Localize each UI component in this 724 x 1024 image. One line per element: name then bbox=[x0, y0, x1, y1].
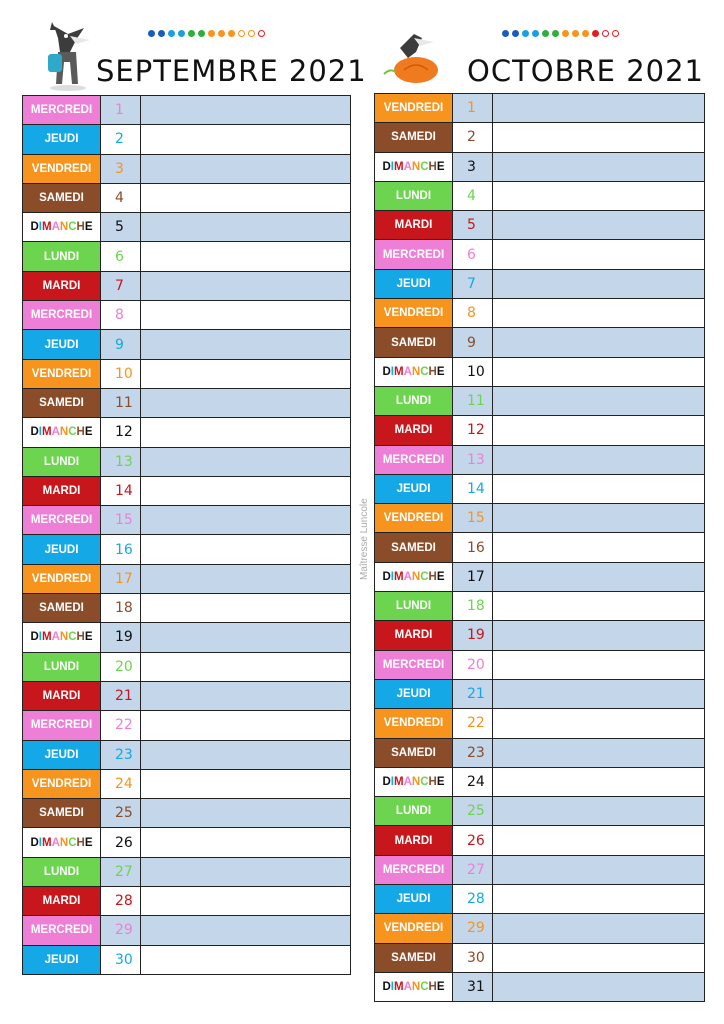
note-cell[interactable] bbox=[141, 388, 351, 417]
note-cell[interactable] bbox=[141, 301, 351, 330]
table-row bbox=[23, 271, 351, 300]
date-number: 17 bbox=[101, 564, 141, 593]
month-header bbox=[362, 0, 724, 95]
date-number: 18 bbox=[101, 594, 141, 623]
weekday-cell: JEUDI bbox=[375, 679, 453, 708]
note-cell[interactable] bbox=[141, 330, 351, 359]
weekday-cell: JEUDI bbox=[23, 945, 101, 974]
table-row bbox=[23, 447, 351, 476]
decorative-dot bbox=[612, 30, 619, 37]
date-number: 11 bbox=[101, 388, 141, 417]
weekday-cell: MARDI bbox=[375, 416, 453, 445]
date-number: 21 bbox=[101, 681, 141, 710]
note-cell[interactable] bbox=[141, 242, 351, 271]
weekday-cell: DIMANCHE bbox=[375, 562, 453, 591]
weekday-cell: JEUDI bbox=[23, 740, 101, 769]
table-row bbox=[375, 855, 705, 884]
note-cell[interactable] bbox=[141, 887, 351, 916]
note-cell[interactable] bbox=[493, 94, 705, 123]
table-row bbox=[375, 533, 705, 562]
date-number: 24 bbox=[101, 769, 141, 798]
weekday-cell: JEUDI bbox=[375, 885, 453, 914]
note-cell[interactable] bbox=[141, 213, 351, 242]
date-number: 6 bbox=[453, 240, 493, 269]
date-number: 23 bbox=[453, 738, 493, 767]
table-row bbox=[375, 269, 705, 298]
note-cell[interactable] bbox=[493, 269, 705, 298]
note-cell[interactable] bbox=[493, 885, 705, 914]
table-row bbox=[375, 679, 705, 708]
note-cell[interactable] bbox=[141, 506, 351, 535]
note-cell[interactable] bbox=[141, 623, 351, 652]
weekday-cell: VENDREDI bbox=[375, 94, 453, 123]
note-cell[interactable] bbox=[141, 447, 351, 476]
decorative-dot bbox=[208, 30, 215, 37]
date-number: 27 bbox=[453, 855, 493, 884]
wolf-pumpkin-icon bbox=[380, 24, 446, 86]
note-cell[interactable] bbox=[141, 125, 351, 154]
date-number: 15 bbox=[453, 504, 493, 533]
weekday-cell: DIMANCHE bbox=[23, 213, 101, 242]
weekday-cell: MERCREDI bbox=[375, 650, 453, 679]
date-number: 18 bbox=[453, 592, 493, 621]
table-row bbox=[23, 945, 351, 974]
weekday-cell: JEUDI bbox=[23, 535, 101, 564]
date-number: 30 bbox=[101, 945, 141, 974]
table-row bbox=[23, 154, 351, 183]
month-header bbox=[0, 0, 367, 95]
note-cell[interactable] bbox=[493, 240, 705, 269]
note-cell[interactable] bbox=[141, 535, 351, 564]
table-row bbox=[375, 972, 705, 1001]
table-row bbox=[23, 213, 351, 242]
table-row bbox=[23, 96, 351, 125]
table-row bbox=[23, 623, 351, 652]
date-number: 29 bbox=[453, 914, 493, 943]
date-number: 13 bbox=[453, 445, 493, 474]
date-number: 8 bbox=[101, 301, 141, 330]
table-row bbox=[23, 711, 351, 740]
note-cell[interactable] bbox=[141, 857, 351, 886]
weekday-cell: MERCREDI bbox=[375, 240, 453, 269]
weekday-cell: SAMEDI bbox=[23, 183, 101, 212]
table-row bbox=[375, 152, 705, 181]
note-cell[interactable] bbox=[493, 386, 705, 415]
note-cell[interactable] bbox=[493, 592, 705, 621]
note-cell[interactable] bbox=[141, 359, 351, 388]
decorative-dot bbox=[522, 30, 529, 37]
decorative-dot bbox=[502, 30, 509, 37]
table-row bbox=[23, 594, 351, 623]
date-number: 5 bbox=[101, 213, 141, 242]
note-cell[interactable] bbox=[493, 299, 705, 328]
weekday-cell: MARDI bbox=[23, 887, 101, 916]
weekday-cell: SAMEDI bbox=[375, 738, 453, 767]
date-number: 28 bbox=[453, 885, 493, 914]
weekday-cell: MARDI bbox=[23, 476, 101, 505]
date-number: 25 bbox=[101, 799, 141, 828]
note-cell[interactable] bbox=[493, 474, 705, 503]
date-number: 15 bbox=[101, 506, 141, 535]
note-cell[interactable] bbox=[493, 621, 705, 650]
table-row bbox=[23, 125, 351, 154]
weekday-cell: DIMANCHE bbox=[375, 152, 453, 181]
date-number: 5 bbox=[453, 211, 493, 240]
decorative-dot bbox=[158, 30, 165, 37]
wolf-backpack-icon bbox=[40, 18, 96, 92]
table-row bbox=[23, 799, 351, 828]
note-cell[interactable] bbox=[141, 945, 351, 974]
note-cell[interactable] bbox=[493, 416, 705, 445]
decorative-dot bbox=[602, 30, 609, 37]
date-number: 20 bbox=[453, 650, 493, 679]
table-row bbox=[375, 357, 705, 386]
date-number: 19 bbox=[453, 621, 493, 650]
note-cell[interactable] bbox=[141, 564, 351, 593]
date-number: 30 bbox=[453, 943, 493, 972]
table-row bbox=[23, 359, 351, 388]
date-number: 31 bbox=[453, 972, 493, 1001]
table-row bbox=[375, 240, 705, 269]
weekday-cell: VENDREDI bbox=[23, 359, 101, 388]
date-number: 25 bbox=[453, 797, 493, 826]
date-number: 14 bbox=[453, 474, 493, 503]
month-title: OCTOBRE 2021 bbox=[467, 54, 705, 88]
decorative-dot bbox=[248, 30, 255, 37]
table-row bbox=[23, 916, 351, 945]
table-row bbox=[23, 887, 351, 916]
note-cell[interactable] bbox=[141, 652, 351, 681]
weekday-cell: MERCREDI bbox=[23, 506, 101, 535]
weekday-cell: DIMANCHE bbox=[23, 623, 101, 652]
note-cell[interactable] bbox=[493, 972, 705, 1001]
decorative-dots bbox=[502, 30, 619, 37]
weekday-cell: SAMEDI bbox=[23, 388, 101, 417]
table-row bbox=[23, 769, 351, 798]
date-number: 2 bbox=[453, 123, 493, 152]
note-cell[interactable] bbox=[493, 943, 705, 972]
weekday-cell: LUNDI bbox=[23, 447, 101, 476]
table-row bbox=[23, 652, 351, 681]
date-number: 10 bbox=[101, 359, 141, 388]
decorative-dot bbox=[148, 30, 155, 37]
decorative-dot bbox=[542, 30, 549, 37]
weekday-cell: MERCREDI bbox=[23, 711, 101, 740]
date-number: 24 bbox=[453, 767, 493, 796]
date-number: 3 bbox=[453, 152, 493, 181]
note-cell[interactable] bbox=[493, 709, 705, 738]
weekday-cell: LUNDI bbox=[375, 386, 453, 415]
date-number: 13 bbox=[101, 447, 141, 476]
table-row bbox=[375, 504, 705, 533]
decorative-dot bbox=[552, 30, 559, 37]
watermark: Maîtresse Luncole bbox=[359, 498, 370, 580]
table-row bbox=[375, 562, 705, 591]
note-cell[interactable] bbox=[141, 183, 351, 212]
decorative-dot bbox=[218, 30, 225, 37]
date-number: 22 bbox=[101, 711, 141, 740]
note-cell[interactable] bbox=[493, 738, 705, 767]
note-cell[interactable] bbox=[141, 96, 351, 125]
weekday-cell: JEUDI bbox=[375, 474, 453, 503]
weekday-cell: VENDREDI bbox=[23, 564, 101, 593]
decorative-dot bbox=[198, 30, 205, 37]
date-number: 9 bbox=[453, 328, 493, 357]
table-row bbox=[375, 650, 705, 679]
date-number: 16 bbox=[101, 535, 141, 564]
table-row bbox=[375, 621, 705, 650]
date-number: 12 bbox=[453, 416, 493, 445]
weekday-cell: MARDI bbox=[23, 681, 101, 710]
table-row bbox=[375, 386, 705, 415]
weekday-cell: VENDREDI bbox=[23, 769, 101, 798]
date-number: 4 bbox=[101, 183, 141, 212]
note-cell[interactable] bbox=[141, 418, 351, 447]
weekday-cell: VENDREDI bbox=[375, 504, 453, 533]
weekday-cell: JEUDI bbox=[23, 330, 101, 359]
date-number: 3 bbox=[101, 154, 141, 183]
date-number: 16 bbox=[453, 533, 493, 562]
date-number: 29 bbox=[101, 916, 141, 945]
table-row bbox=[375, 709, 705, 738]
date-number: 27 bbox=[101, 857, 141, 886]
date-number: 7 bbox=[453, 269, 493, 298]
decorative-dot bbox=[188, 30, 195, 37]
date-number: 26 bbox=[101, 828, 141, 857]
weekday-cell: MARDI bbox=[375, 621, 453, 650]
weekday-cell: JEUDI bbox=[375, 269, 453, 298]
table-row bbox=[375, 474, 705, 503]
date-number: 11 bbox=[453, 386, 493, 415]
table-row bbox=[375, 328, 705, 357]
weekday-cell: MERCREDI bbox=[23, 96, 101, 125]
note-cell[interactable] bbox=[141, 594, 351, 623]
note-cell[interactable] bbox=[493, 211, 705, 240]
note-cell[interactable] bbox=[141, 916, 351, 945]
note-cell[interactable] bbox=[493, 679, 705, 708]
weekday-cell: LUNDI bbox=[23, 857, 101, 886]
weekday-cell: MERCREDI bbox=[23, 916, 101, 945]
date-number: 2 bbox=[101, 125, 141, 154]
date-number: 8 bbox=[453, 299, 493, 328]
date-number: 20 bbox=[101, 652, 141, 681]
weekday-cell: MARDI bbox=[23, 271, 101, 300]
note-cell[interactable] bbox=[493, 357, 705, 386]
note-cell[interactable] bbox=[493, 855, 705, 884]
note-cell[interactable] bbox=[141, 271, 351, 300]
weekday-cell: VENDREDI bbox=[23, 154, 101, 183]
table-row bbox=[375, 416, 705, 445]
note-cell[interactable] bbox=[493, 181, 705, 210]
table-row bbox=[23, 388, 351, 417]
table-row bbox=[23, 418, 351, 447]
date-number: 1 bbox=[101, 96, 141, 125]
date-number: 17 bbox=[453, 562, 493, 591]
note-cell[interactable] bbox=[493, 123, 705, 152]
date-number: 22 bbox=[453, 709, 493, 738]
decorative-dot bbox=[592, 30, 599, 37]
table-row bbox=[23, 330, 351, 359]
decorative-dot bbox=[168, 30, 175, 37]
weekday-cell: LUNDI bbox=[375, 181, 453, 210]
table-row bbox=[23, 740, 351, 769]
table-row bbox=[23, 506, 351, 535]
note-cell[interactable] bbox=[141, 740, 351, 769]
table-row bbox=[375, 767, 705, 796]
table-row bbox=[375, 943, 705, 972]
note-cell[interactable] bbox=[493, 767, 705, 796]
weekday-cell: SAMEDI bbox=[23, 594, 101, 623]
date-number: 23 bbox=[101, 740, 141, 769]
weekday-cell: VENDREDI bbox=[375, 914, 453, 943]
note-cell[interactable] bbox=[493, 797, 705, 826]
decorative-dot bbox=[572, 30, 579, 37]
note-cell[interactable] bbox=[493, 152, 705, 181]
note-cell[interactable] bbox=[493, 533, 705, 562]
weekday-cell: LUNDI bbox=[23, 242, 101, 271]
date-number: 4 bbox=[453, 181, 493, 210]
date-number: 9 bbox=[101, 330, 141, 359]
table-row bbox=[375, 211, 705, 240]
month-title: SEPTEMBRE 2021 bbox=[96, 54, 367, 88]
weekday-cell: LUNDI bbox=[23, 652, 101, 681]
date-number: 21 bbox=[453, 679, 493, 708]
note-cell[interactable] bbox=[141, 476, 351, 505]
table-row bbox=[375, 592, 705, 621]
weekday-cell: MARDI bbox=[375, 826, 453, 855]
date-number: 14 bbox=[101, 476, 141, 505]
note-cell[interactable] bbox=[493, 826, 705, 855]
table-row bbox=[23, 828, 351, 857]
weekday-cell: MARDI bbox=[375, 211, 453, 240]
calendar-table bbox=[22, 95, 351, 975]
table-row bbox=[23, 242, 351, 271]
note-cell[interactable] bbox=[141, 828, 351, 857]
table-row bbox=[375, 914, 705, 943]
note-cell[interactable] bbox=[493, 914, 705, 943]
table-row bbox=[375, 94, 705, 123]
date-number: 1 bbox=[453, 94, 493, 123]
decorative-dot bbox=[512, 30, 519, 37]
table-row bbox=[375, 738, 705, 767]
note-cell[interactable] bbox=[141, 799, 351, 828]
table-row bbox=[375, 445, 705, 474]
table-row bbox=[375, 797, 705, 826]
table-row bbox=[23, 301, 351, 330]
weekday-cell: DIMANCHE bbox=[375, 357, 453, 386]
weekday-cell: MERCREDI bbox=[23, 301, 101, 330]
table-row bbox=[375, 826, 705, 855]
weekday-cell: SAMEDI bbox=[375, 533, 453, 562]
decorative-dot bbox=[238, 30, 245, 37]
decorative-dot bbox=[258, 30, 265, 37]
note-cell[interactable] bbox=[493, 504, 705, 533]
weekday-cell: VENDREDI bbox=[375, 299, 453, 328]
weekday-cell: MERCREDI bbox=[375, 445, 453, 474]
weekday-cell: LUNDI bbox=[375, 797, 453, 826]
weekday-cell: DIMANCHE bbox=[375, 767, 453, 796]
weekday-cell: JEUDI bbox=[23, 125, 101, 154]
decorative-dot bbox=[532, 30, 539, 37]
note-cell[interactable] bbox=[493, 328, 705, 357]
decorative-dot bbox=[178, 30, 185, 37]
table-row bbox=[375, 181, 705, 210]
note-cell[interactable] bbox=[141, 154, 351, 183]
weekday-cell: VENDREDI bbox=[375, 709, 453, 738]
decorative-dot bbox=[562, 30, 569, 37]
date-number: 12 bbox=[101, 418, 141, 447]
table-row bbox=[23, 857, 351, 886]
date-number: 10 bbox=[453, 357, 493, 386]
note-cell[interactable] bbox=[141, 769, 351, 798]
weekday-cell: SAMEDI bbox=[375, 123, 453, 152]
note-cell[interactable] bbox=[493, 445, 705, 474]
table-row bbox=[23, 564, 351, 593]
date-number: 19 bbox=[101, 623, 141, 652]
weekday-cell: SAMEDI bbox=[375, 943, 453, 972]
weekday-cell: MERCREDI bbox=[375, 855, 453, 884]
table-row bbox=[23, 681, 351, 710]
weekday-cell: LUNDI bbox=[375, 592, 453, 621]
weekday-cell: SAMEDI bbox=[375, 328, 453, 357]
decorative-dot bbox=[228, 30, 235, 37]
date-number: 6 bbox=[101, 242, 141, 271]
date-number: 26 bbox=[453, 826, 493, 855]
note-cell[interactable] bbox=[141, 681, 351, 710]
weekday-cell: DIMANCHE bbox=[23, 418, 101, 447]
table-row bbox=[375, 299, 705, 328]
decorative-dots bbox=[148, 30, 265, 37]
note-cell[interactable] bbox=[493, 562, 705, 591]
table-row bbox=[375, 123, 705, 152]
weekday-cell: DIMANCHE bbox=[23, 828, 101, 857]
decorative-dot bbox=[582, 30, 589, 37]
table-row bbox=[375, 885, 705, 914]
table-row bbox=[23, 476, 351, 505]
table-row bbox=[23, 183, 351, 212]
calendar-table bbox=[374, 93, 705, 1002]
weekday-cell: DIMANCHE bbox=[375, 972, 453, 1001]
note-cell[interactable] bbox=[141, 711, 351, 740]
date-number: 28 bbox=[101, 887, 141, 916]
date-number: 7 bbox=[101, 271, 141, 300]
weekday-cell: SAMEDI bbox=[23, 799, 101, 828]
note-cell[interactable] bbox=[493, 650, 705, 679]
table-row bbox=[23, 535, 351, 564]
